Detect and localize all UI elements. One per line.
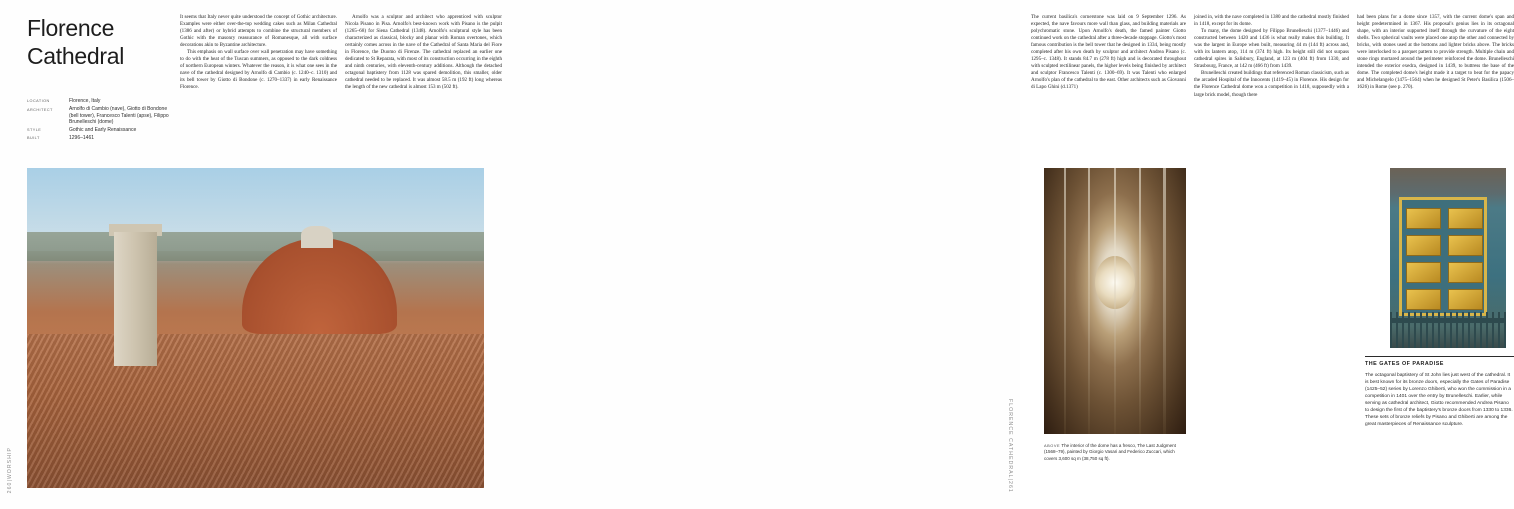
left-running-head: WORSHIP [7,446,13,479]
hills-region [27,232,484,261]
paragraph: Brunelleschi created buildings that referenced Roman classicism, such as the arcaded Hospital of the Innocents (1419–45) in Florence. His design for the Florence Cathedral dome won a competition in 1418, supposedly with a large brick model, though there [1194,70,1349,98]
metadata-key: BUILT [27,136,40,141]
bronze-relief-panel [1448,235,1483,257]
paragraph: It seems that Italy never quite understood the concept of Gothic architecture. Examples were either over-the-top wedding cakes such as Milan Cathedral (1386 and after) or hybrid attempts to combine the structural members of Gothic with the masonry reassurance of Romanesque, all with surface decorations akin to Byzantine architecture. [180,14,337,49]
paragraph: To many, the dome designed by Filippo Brunelleschi (1377–1446) and constructed between 1420 and 1436 is what really makes this building. It was the largest in Europe when built, measuring 44 m (144 ft) across and, with its lantern atop, 114 m (374 ft) high. Its height still did not surpass cathedral spires in Salisbury, England, at 123 m (404 ft) from 1330, and Strasbourg, France, at 142 m (466 ft) from 1439. [1194,28,1349,70]
folio-separator: | [7,478,13,482]
paragraph: Arnolfo was a sculptor and architect who apprenticed with sculptor Nicola Pisano in Pisa. Arnolfo's best-known work with Pisano is the pulpit (1265–68) for Siena Cathedral (1348). Arnolfo's sculptural style has been characterized as classical, blocky and planar with Roman overtones, which certainly comes across in the nave of the Cathedral of Santa Maria del Fiore in Florence, the Duomo di Firenze. The cathedral replaced an earlier one dedicated to St Reparata, with most of its construction occurring in the eighth and ninth centuries, with eleventh-century additions. Although the detached octagonal baptistery from 1128 was spared demolition, this smaller, older cathedral needed to be replaced. It was almost 58.5 m (192 ft) long whereas the length of the new cathedral is almost 153 m (502 ft). [345,14,502,91]
sidebar-divider [1365,356,1514,357]
railing-bars-shape [1390,312,1506,348]
left-page [0,0,510,509]
duomo-lantern-shape [301,226,333,248]
sidebar-body-text: The octagonal baptistery of St John lies just west of the cathedral. It is best known for its bronze doors, especially the Gates of Paradise (1425–52) series by Lorenzo Ghiberti, who won the commission in a competition in 1401 over the entry by Brunelleschi. Earlier, while serving as cathedral architect, Giotto recommended Andrea Pisano to design the first of the baptistery's bronze doors from 1330 to 1336. These sets of bronze reliefs by Pisano and Ghiberti are among the great masterpieces of Renaissance sculpture. [1365,372,1513,427]
metadata-value: Florence, Italy [69,98,101,104]
bronze-relief-panel [1448,289,1483,311]
metadata-key: ARCHITECT [27,107,53,112]
bronze-relief-panel [1406,262,1441,284]
paragraph: had been plans for a dome since 1357, with the current dome's span and height predetermined in 1367. His proposal's genius lies in its octagonal shape, with an interior supported itself through the curvature of the eight shells. Two spherical vaults were placed one atop the other and connected by bricks, with stones used at the bottoms and lighter bricks above. The bricks were interlocked to a parquet pattern to provide strength. Multiple chain and stone rings mortared around the perimeter reinforced the dome. Brunelleschi intended the exterior exedra, designed in 1439, to buttress the base of the dome. The completed dome's height made it a target to beat for the papacy and Michelangelo (1475–1564) when he designed St Peter's Basilica (1506–1626) in Rome (see p. 270). [1357,14,1514,91]
florence-cathedral-aerial-image [27,168,484,488]
metadata-key: LOCATION [27,99,50,104]
sidebar-title: THE GATES OF PARADISE [1365,361,1444,367]
bronze-relief-panel [1406,235,1441,257]
body-column-3 [1031,14,1186,92]
body-column-2 [345,14,502,92]
right-page [510,0,1514,509]
left-page-running-foot [7,447,13,493]
page-title: Florence Cathedral [27,15,125,70]
metadata-key: STYLE [27,128,42,133]
right-running-head: FLORENCE CATHEDRAL [1007,399,1013,479]
caption-label: ABOVE [1044,443,1061,448]
body-column-5 [1357,14,1514,92]
right-folio-number: 261 [1007,481,1013,493]
folio-separator: | [1007,478,1013,482]
dome-interior-fresco-image [1044,168,1186,434]
metadata-row-built [27,135,175,142]
body-column-1 [180,14,337,92]
dome-image-caption [1044,443,1186,462]
dome-rib-shape [1064,168,1066,434]
left-folio-number: 260 [7,481,13,493]
bronze-relief-panel [1448,208,1483,230]
metadata-value: Gothic and Early Renaissance [69,126,137,133]
dome-rib-shape [1114,168,1116,434]
gates-of-paradise-image [1390,168,1506,348]
gates-of-paradise-sidebar [1365,356,1514,428]
right-page-running-foot [1007,399,1013,493]
metadata-value: Arnolfo di Cambio (nave), Giotto di Bondone (bell tower), Francesco Talenti (apse), Filippo Brunelleschi (dome) [69,106,169,125]
paragraph: The current basilica's cornerstone was laid on 9 September 1296. As expected, the nave favours more wall than glass, and building materials are polychromatic stone. Upon Arnolfo's death, the famed painter Giotto continued work on the cathedral after a three-decade stoppage. Giotto's most famous contribution is the bell tower that he designed in 1334, being mostly completed after his own death by sculptor and architect Andrea Pisano (c. 1295–c. 1348). It stands 84.7 m (278 ft) high and is decorated throughout with sculpted rectilinear panels, the higher levels being finished by architect and sculptor Francesco Talenti (c. 1300–69). It was Talenti who enlarged Arnolfo's plan of the cathedral to the east. Other architects such as Giovanni di Lapo Ghini (d.1371) [1031,14,1186,91]
bronze-relief-panel [1406,208,1441,230]
metadata-row-style [27,127,175,134]
paragraph: joined in, with the nave completed in 1380 and the cathedral mostly finished in 1418, except for its dome. [1194,14,1349,28]
campanile-shape [114,232,157,366]
body-column-4 [1194,14,1349,99]
dome-rib-shape [1088,168,1090,434]
metadata-value: 1296–1461 [69,134,95,141]
rooftop-texture [27,334,484,488]
metadata-list [27,98,175,143]
paragraph: This emphasis on wall surface over wall penetration may have something to do with the heat of the Tuscan summers, as opposed to the dark coldness of northern European winters. Whatever the reason, it is what one sees in the nave of the cathedral designed by Arnolfo di Cambio (c. 1240–c. 1310) and its bell tower by Giotto di Bondone (c. 1270–1337) in early Renaissance Florence. [180,49,337,91]
metadata-row-architect [27,106,175,125]
bronze-relief-panel [1448,262,1483,284]
dome-rib-shape [1163,168,1165,434]
caption-text: The interior of the dome has a fresco, The Last Judgment (1568–79), painted by Giorgio Vasari and Federico Zuccari, which covers 3,600 sq m (38,750 sq ft). [1044,443,1176,461]
bronze-relief-panel [1406,289,1441,311]
metadata-row-location [27,98,175,105]
dome-rib-shape [1139,168,1141,434]
